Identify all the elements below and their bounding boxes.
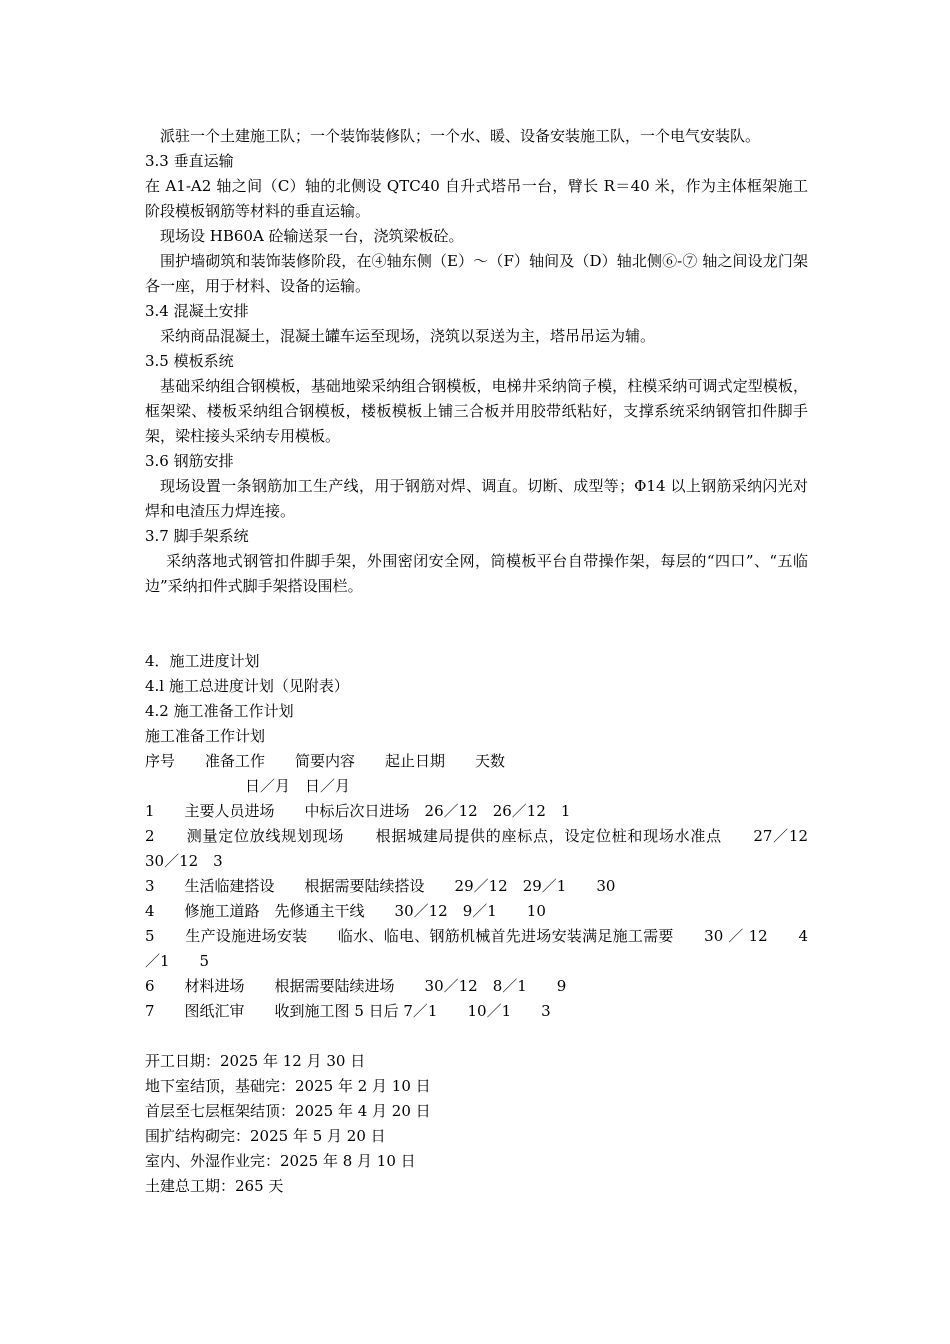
paragraph-3-3-pump: 现场设 HB60A 砼输送泵一台，浇筑梁板砼。 (160, 227, 464, 245)
heading-3-5: 3.5 模板系统 (145, 352, 234, 370)
paragraph-3-7: 采纳落地式钢管扣件脚手架，外围密闭安全网，筒模板平台自带操作架，每层的“四口”、“五临边”采纳扣件式脚手架搭设围栏。 (145, 552, 808, 595)
heading-4: 4．施工进度计划 (145, 652, 260, 670)
paragraph-3-5: 基础采纳组合钢模板，基础地梁采纳组合钢模板，电梯井采纳筒子模，柱模采纳可调式定型模板，框架梁、楼板采纳组合钢模板，楼板模板上铺三合板并用胶带纸粘好，支撑系统采纳钢管扣件脚手架，梁柱接头采纳专用模板。 (145, 377, 808, 445)
paragraph-3-6: 现场设置一条钢筋加工生产线，用于钢筋对焊、调直。切断、成型等；Φ14 以上钢筋采纳闪光对焊和电渣压力焊连接。 (145, 477, 808, 520)
table-row: 2 测量定位放线规划现场 根据城建局提供的座标点，设定位桩和现场水准点 27／12 30／12 3 (145, 827, 839, 870)
milestone-enclosure: 围扩结构砌完：2025 年 5 月 20 日 (145, 1127, 386, 1145)
milestone-frame: 首层至七层框架结顶：2025 年 4 月 20 日 (145, 1102, 431, 1120)
heading-4-2: 4.2 施工准备工作计划 (145, 702, 294, 720)
table-row: 7 图纸汇审 收到施工图 5 日后 7／1 10／1 3 (145, 1002, 551, 1020)
team-intro-paragraph: 派驻一个土建施工队；一个装饰装修队；一个水、暖、设备安装施工队，一个电气安装队。 (160, 127, 761, 145)
heading-3-4: 3.4 混凝土安排 (145, 302, 249, 320)
table-row: 1 主要人员进场 中标后次日进场 26／12 26／12 1 (145, 802, 571, 820)
document-body (145, 124, 839, 1199)
milestone-start-date: 开工日期：2025 年 12 月 30 日 (145, 1052, 366, 1070)
table-title: 施工准备工作计划 (145, 727, 266, 745)
paragraph-3-3-gantry: 围护墙砌筑和装饰装修阶段，在④轴东侧（E）～（F）轴间及（D）轴北侧⑥-⑦ 轴之间设龙门架各一座，用于材料、设备的运输。 (145, 252, 808, 295)
table-row: 3 生活临建搭设 根据需要陆续搭设 29／12 29／1 30 (145, 877, 616, 895)
paragraph-3-3-crane: 在 A1-A2 轴之间（C）轴的北侧设 QTC40 自升式塔吊一台，臂长 R＝40 米，作为主体框架施工阶段模板钢筋等材料的垂直运输。 (145, 177, 808, 220)
milestone-basement: 地下室结顶，基础完：2025 年 2 月 10 日 (145, 1077, 431, 1095)
paragraph-3-4: 采纳商品混凝土，混凝土罐车运至现场，浇筑以泵送为主，塔吊吊运为辅。 (160, 327, 656, 345)
heading-4-1: 4.l 施工总进度计划（见附表） (145, 677, 349, 695)
heading-3-6: 3.6 钢筋安排 (145, 452, 234, 470)
section-spacer (145, 599, 808, 649)
table-row: 6 材料进场 根据需要陆续进场 30／12 8／1 9 (145, 977, 567, 995)
table-row: 5 生产设施进场安装 临水、临电、钢筋机械首先进场安装满足施工需要 30 ／ 12 4／1 5 (145, 927, 808, 970)
milestone-wet-work: 室内、外湿作业完：2025 年 8 月 10 日 (145, 1152, 416, 1170)
heading-3-7: 3.7 脚手架系统 (145, 527, 249, 545)
table-row: 4 修施工道路 先修通主干线 30／12 9／1 10 (145, 902, 546, 920)
table-header: 序号 准备工作 简要内容 起止日期 天数 (145, 752, 506, 770)
milestone-spacer (145, 1024, 808, 1049)
table-subheader: 日／月 日／月 (245, 777, 351, 795)
heading-3-3: 3.3 垂直运输 (145, 152, 234, 170)
milestone-total-duration: 土建总工期：265 天 (145, 1177, 284, 1195)
